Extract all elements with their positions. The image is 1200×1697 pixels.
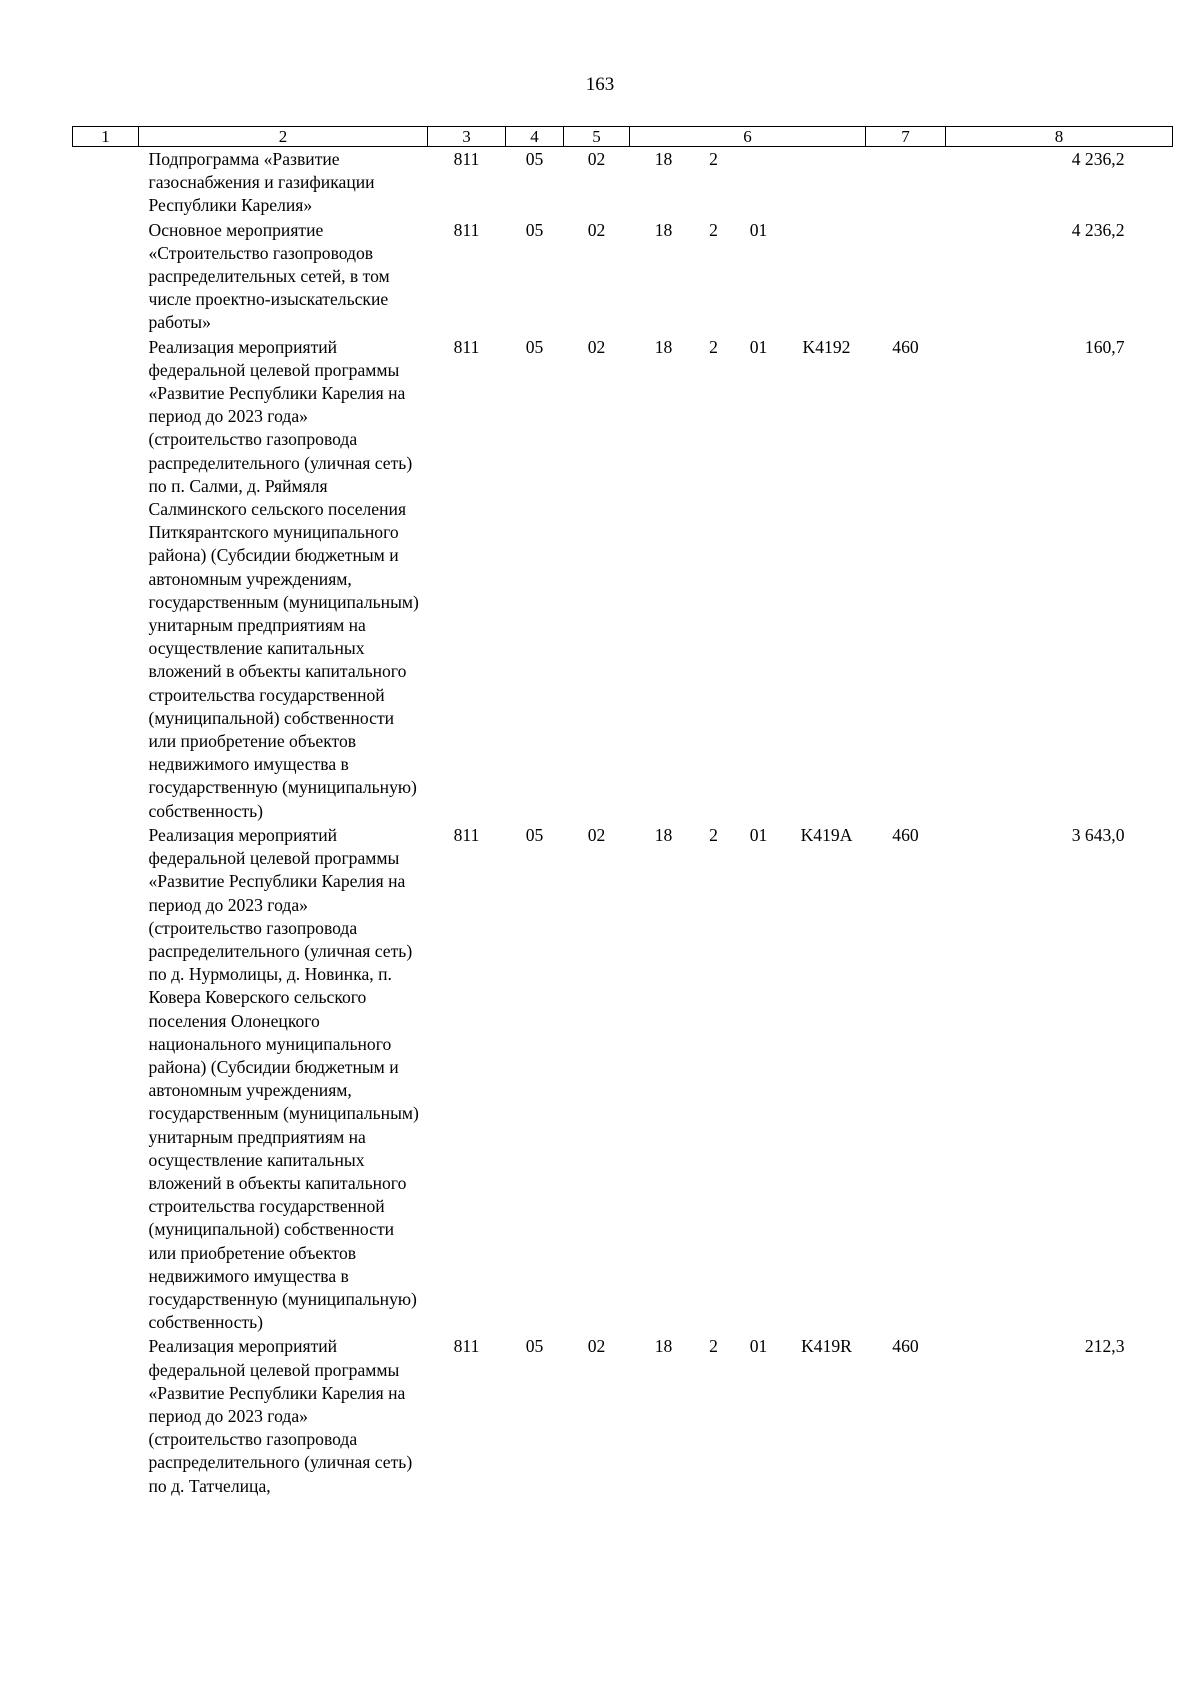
header-row <box>73 127 1173 147</box>
row-ministry-code: 811 <box>453 824 480 845</box>
row-subprogram-code: 2 <box>709 336 718 357</box>
header-col-3: 3 <box>428 127 506 147</box>
row-program-code: 18 <box>654 149 673 169</box>
row-program-code: 18 <box>654 336 673 357</box>
header-col-6: 6 <box>630 127 866 147</box>
row-amount: 212,3 <box>1084 1336 1125 1357</box>
row-expense-type <box>866 147 946 218</box>
row-activity-code: 01 <box>749 824 768 845</box>
header-col-2: 2 <box>139 127 428 147</box>
table-row <box>73 823 1173 1334</box>
row-program-code: 18 <box>654 824 673 845</box>
row-subsection-code: 02 <box>587 336 606 357</box>
row-subprogram-code: 2 <box>709 219 718 240</box>
row-subprogram-code: 2 <box>709 824 718 845</box>
row-activity-code: 01 <box>749 1336 768 1357</box>
budget-table <box>72 126 1173 1498</box>
row-direction-code: K4192 <box>802 336 851 357</box>
header-col-5: 5 <box>564 127 630 147</box>
row-ministry-code: 811 <box>453 219 480 240</box>
table-row <box>73 218 1173 335</box>
row-activity-code: 01 <box>749 336 768 357</box>
row-subsection-code: 02 <box>587 219 606 240</box>
header-col-7: 7 <box>866 127 946 147</box>
header-col-4: 4 <box>506 127 564 147</box>
row-section-code: 05 <box>525 824 544 845</box>
row-program-code: 18 <box>654 1336 673 1357</box>
row-subsection-code: 02 <box>587 1336 606 1357</box>
row-expense-type <box>866 218 946 335</box>
table-row <box>73 1334 1173 1497</box>
row-section-code: 05 <box>525 336 544 357</box>
row-number-cell <box>73 218 139 335</box>
row-name: Основное мероприятие «Строительство газопроводов распределительных сетей, в том числе проектно-изыскательские работы» <box>148 219 390 333</box>
row-direction-code <box>788 147 866 218</box>
row-program-code: 18 <box>654 219 673 240</box>
row-amount: 160,7 <box>1084 336 1125 357</box>
row-name: Реализация мероприятий федеральной целевой программы «Развитие Республики Карелия на период до 2023 года» (строительство газопровода распределительного (уличная сеть) по п. Салми, д. Ряймяля Салминского сельского поселения Питкярантского муниципального района) (Субсидии бюджетным и автономным учреждениям, государственным (муниципальным) унитарным предприятиям на осуществление капитальных вложений в объекты капитального строительства государственной (муниципальной) собственности или приобретение объектов недвижимого имущества в государственную (муниципальную) собственность) <box>148 336 419 821</box>
row-section-code: 05 <box>525 1336 544 1357</box>
row-amount: 4 236,2 <box>1071 219 1125 240</box>
row-subsection-code: 02 <box>587 149 606 169</box>
row-ministry-code: 811 <box>453 336 480 357</box>
row-number-cell <box>73 823 139 1334</box>
row-number-cell <box>73 147 139 218</box>
row-name: Реализация мероприятий федеральной целевой программы «Развитие Республики Карелия на период до 2023 года» (строительство газопровода распределительного (уличная сеть) по д. Нурмолицы, д. Новинка, п. Ковера Коверского сельского поселения Олонецкого национального муниципального района) (Субсидии бюджетным и автономным учреждениям, государственным (муниципальным) унитарным предприятиям на осуществление капитальных вложений в объекты капитального строительства государственной (муниципальной) собственности или приобретение объектов недвижимого имущества в государственную (муниципальную) собственность) <box>148 824 419 1333</box>
header-col-1: 1 <box>73 127 139 147</box>
row-activity-code <box>730 147 788 218</box>
row-section-code: 05 <box>525 219 544 240</box>
row-subprogram-code: 2 <box>709 1336 718 1357</box>
table-row <box>73 147 1173 218</box>
row-section-code: 05 <box>525 149 544 169</box>
row-name: Реализация мероприятий федеральной целевой программы «Развитие Республики Карелия на период до 2023 года» (строительство газопровода распределительного (уличная сеть) по д. Татчелица, <box>148 1336 413 1496</box>
row-ministry-code: 811 <box>453 1336 480 1357</box>
row-expense-type: 460 <box>892 1336 919 1357</box>
header-col-8: 8 <box>946 127 1173 147</box>
row-amount: 4 236,2 <box>1071 149 1125 169</box>
row-number-cell <box>73 335 139 823</box>
row-amount: 3 643,0 <box>1071 824 1125 845</box>
row-name: Подпрограмма «Развитие газоснабжения и газификации Республики Карелия» <box>148 149 375 216</box>
row-activity-code: 01 <box>749 219 768 240</box>
row-ministry-code: 811 <box>453 149 480 169</box>
table-row <box>73 335 1173 823</box>
row-expense-type: 460 <box>892 336 919 357</box>
row-direction-code: K419R <box>801 1336 852 1357</box>
row-subprogram-code: 2 <box>709 149 718 169</box>
row-number-cell <box>73 1334 139 1497</box>
page-number: 163 <box>585 74 615 95</box>
row-expense-type: 460 <box>892 824 919 845</box>
row-direction-code: K419A <box>800 824 853 845</box>
row-direction-code <box>788 218 866 335</box>
row-subsection-code: 02 <box>587 824 606 845</box>
